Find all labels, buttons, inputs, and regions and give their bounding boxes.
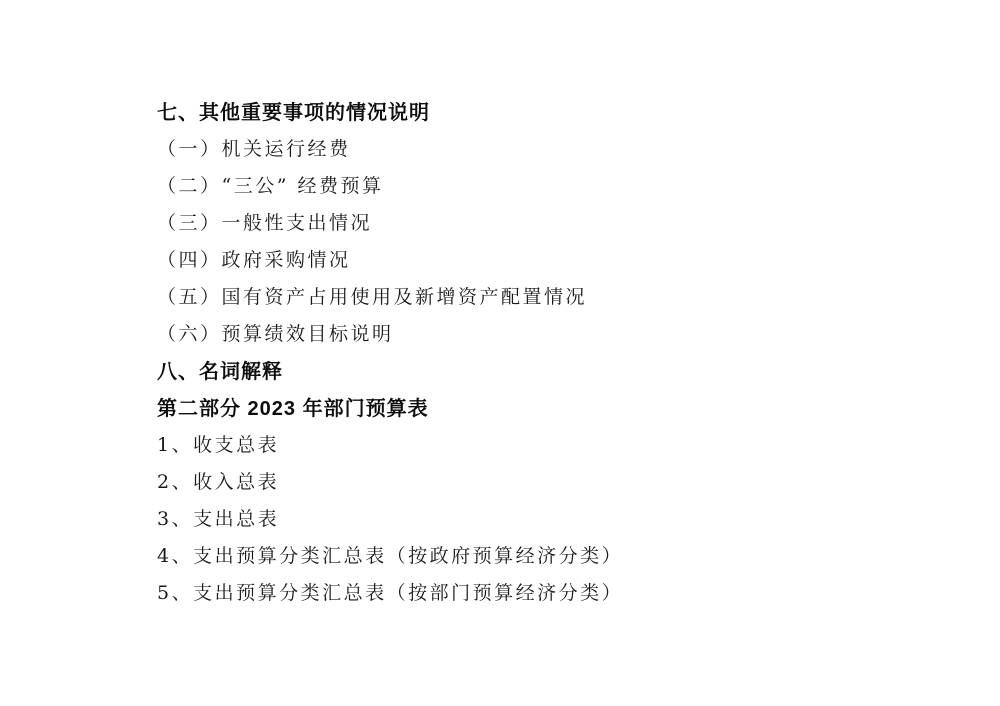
table-item-4-expenditure-by-government-classification: 4、支出预算分类汇总表（按政府预算经济分类） — [157, 545, 624, 567]
section-heading-8-glossary: 八、名词解释 — [157, 361, 283, 383]
toc-item-6-budget-performance-goals: （六）预算绩效目标说明 — [157, 323, 394, 345]
section-heading-part2-2023-budget-tables: 第二部分 2023 年部门预算表 — [157, 398, 429, 420]
toc-item-2-three-public-expenses-budget: （二）“三公” 经费预算 — [157, 175, 384, 197]
table-item-2-revenue-summary: 2、收入总表 — [157, 471, 280, 493]
toc-item-1-agency-operating-funds: （一）机关运行经费 — [157, 138, 351, 160]
table-item-5-expenditure-by-department-classification: 5、支出预算分类汇总表（按部门预算经济分类） — [157, 582, 624, 604]
toc-item-5-state-owned-assets: （五）国有资产占用使用及新增资产配置情况 — [157, 286, 588, 308]
toc-item-4-government-procurement: （四）政府采购情况 — [157, 249, 351, 271]
toc-item-3-general-expenditure: （三）一般性支出情况 — [157, 212, 373, 234]
document-content — [157, 92, 857, 610]
section-heading-7-other-important-matters: 七、其他重要事项的情况说明 — [157, 102, 430, 124]
table-item-1-revenue-expenditure-summary: 1、收支总表 — [157, 434, 280, 456]
table-item-3-expenditure-summary: 3、支出总表 — [157, 508, 280, 530]
